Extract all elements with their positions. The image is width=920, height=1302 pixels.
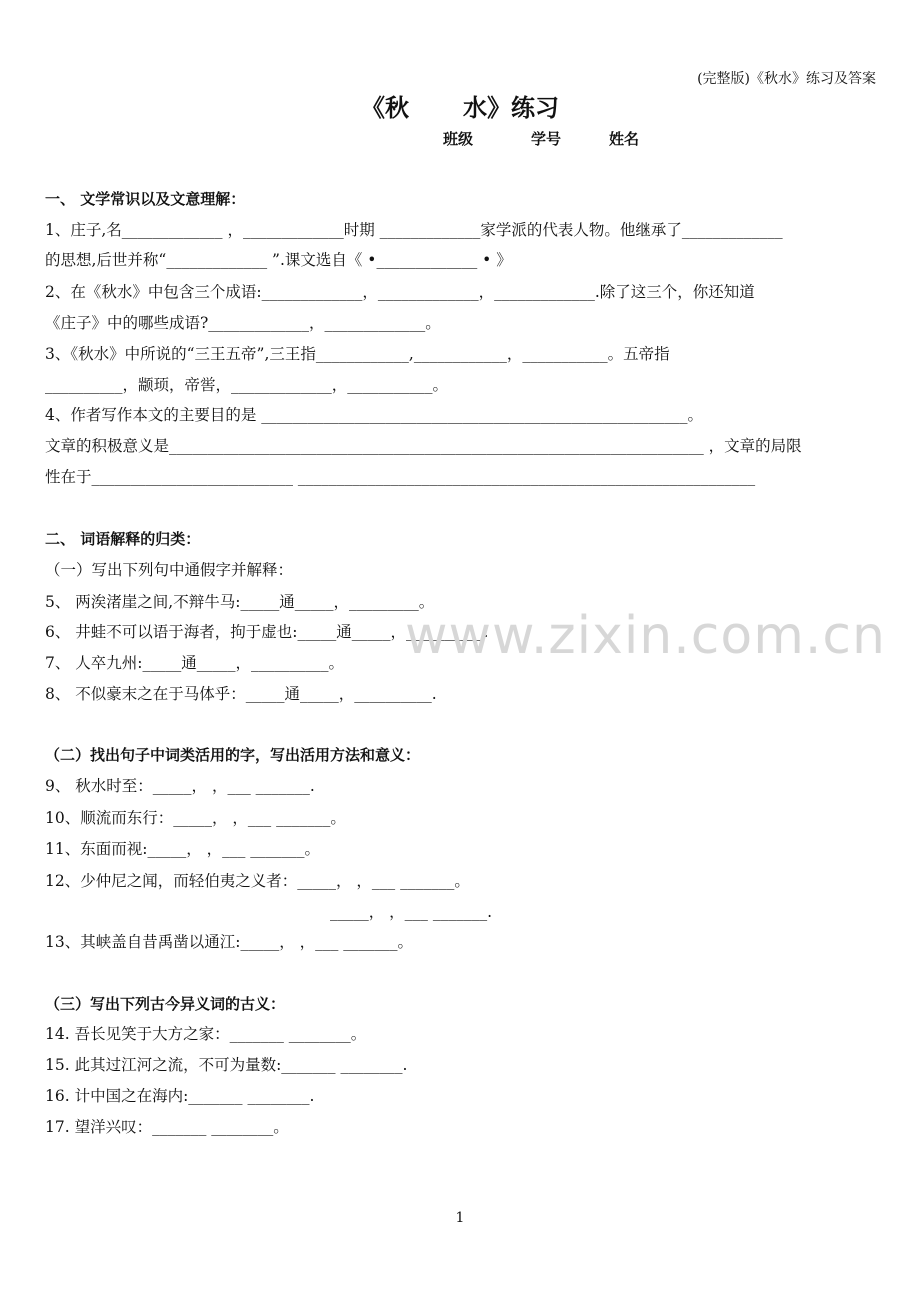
question-11: 11、东面而视:_____， ，___ _______。 xyxy=(45,840,321,858)
section-heading-2: 二、 词语解释的归类： xyxy=(45,530,201,548)
section-heading-1: 一、 文学常识以及文意理解： xyxy=(45,190,246,208)
question-7: 7、 人卒九州:_____通_____，__________。 xyxy=(45,654,345,672)
title-right: 水》练习 xyxy=(463,94,559,122)
question-15: 15. 此其过江河之流，不可为量数:_______ ________. xyxy=(45,1056,408,1074)
page-title xyxy=(0,88,920,123)
question-12-line-2: _____， ，___ _______. xyxy=(330,903,493,921)
question-17: 17. 望洋兴叹：_______ ________。 xyxy=(45,1118,289,1136)
question-16: 16. 计中国之在海内:_______ ________. xyxy=(45,1087,315,1105)
question-13: 13、其峡盖自昔禹凿以通江:_____， ，___ _______。 xyxy=(45,933,414,951)
question-4-line-2: 文章的积极意义是_____________________________________________________________________ ，文章的局限 xyxy=(45,437,802,455)
question-4-line-3: 性在于__________________________ ___________________________________________________________ xyxy=(45,468,756,486)
subsection-heading-2-3: （三）写出下列古今异义词的古义： xyxy=(45,995,286,1013)
question-2-line-2: 《庄子》中的哪些成语?_____________，_____________。 xyxy=(45,314,441,332)
student-info xyxy=(443,128,639,149)
question-3-line-2: __________，颛顼，帝喾，_____________，___________。 xyxy=(45,376,449,394)
name-label: 姓名 xyxy=(609,130,640,148)
class-label: 班级 xyxy=(443,130,474,148)
watermark: www.zixin.com.cn xyxy=(405,606,886,666)
page-number: 1 xyxy=(455,1210,465,1226)
title-left: 《秋 xyxy=(361,94,409,122)
question-6: 6、 井蛙不可以语于海者，拘于虚也:_____通_____，__________. xyxy=(45,623,489,641)
question-12-line-1: 12、少仲尼之闻，而轻伯夷之义者：_____， ，___ _______。 xyxy=(45,872,470,890)
question-4-line-1: 4、作者写作本文的主要目的是 _______________________________________________________。 xyxy=(45,406,704,424)
subsection-heading-2-1: （一）写出下列句中通假字并解释： xyxy=(45,561,294,579)
question-9: 9、 秋水时至：_____， ，___ _______. xyxy=(45,777,315,795)
question-1-line-1: 1、庄子,名_____________ ，_____________时期 _____________家学派的代表人物。他继承了_____________ xyxy=(45,221,783,239)
question-14: 14. 吾长见笑于大方之家：_______ ________。 xyxy=(45,1025,367,1043)
subsection-heading-2-2: （二）找出句子中词类活用的字，写出活用方法和意义： xyxy=(45,746,421,764)
question-2-line-1: 2、在《秋水》中包含三个成语:_____________，_____________，_____________.除了这三个，你还知道 xyxy=(45,283,755,301)
question-8: 8、 不似豪末之在于马体乎：_____通_____，__________. xyxy=(45,685,437,703)
question-1-line-2: 的思想,后世并称“_____________ ”.课文选自《 •_____________ • 》 xyxy=(45,251,512,269)
question-10: 10、顺流而东行：_____， ，___ _______。 xyxy=(45,809,346,827)
question-5: 5、 两涘渚崖之间,不辩牛马:_____通_____，_________。 xyxy=(45,593,435,611)
document-header: (完整版)《秋水》练习及答案 xyxy=(697,71,876,87)
question-3-line-1: 3、《秋水》中所说的“三王五帝”,三王指____________,____________，___________。五帝指 xyxy=(45,345,670,363)
number-label: 学号 xyxy=(531,130,562,148)
